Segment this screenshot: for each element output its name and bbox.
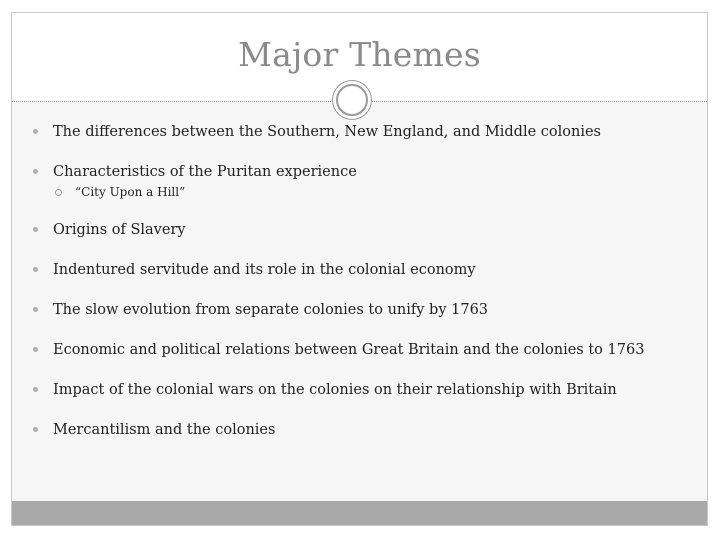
bullet-text: Economic and political relations between Great Britain and the colonies to 1763 — [53, 342, 645, 358]
bullet-icon — [33, 267, 38, 272]
bullet-text: Characteristics of the Puritan experience — [53, 164, 357, 180]
bullet-text: The differences between the Southern, New England, and Middle colonies — [53, 124, 601, 140]
bullet-item — [32, 420, 682, 440]
slide-body — [12, 102, 707, 503]
bullet-item — [32, 260, 682, 280]
bullet-item — [32, 300, 682, 320]
bullet-icon — [33, 307, 38, 312]
bullet-item — [32, 122, 682, 142]
bullet-icon — [33, 387, 38, 392]
slide-title: Major Themes — [238, 35, 481, 74]
slide — [11, 12, 708, 526]
sub-bullet-icon — [55, 189, 62, 196]
bullet-icon — [33, 227, 38, 232]
bullet-item — [32, 340, 682, 360]
bullet-item — [32, 162, 682, 182]
bullet-text: The slow evolution from separate colonies to unify by 1763 — [53, 302, 489, 318]
bullet-list — [32, 122, 682, 460]
ornament-inner-ring — [336, 84, 368, 116]
bullet-text: Impact of the colonial wars on the colonies on their relationship with Britain — [53, 382, 617, 398]
bullet-icon — [33, 427, 38, 432]
bullet-icon — [33, 129, 38, 134]
bullet-icon — [33, 347, 38, 352]
bullet-text: Mercantilism and the colonies — [53, 422, 276, 438]
bullet-text: Indentured servitude and its role in the colonial economy — [53, 262, 476, 278]
sub-bullet-item — [32, 184, 682, 200]
bullet-text: Origins of Slavery — [53, 222, 186, 238]
bullet-item — [32, 380, 682, 400]
bullet-icon — [33, 169, 38, 174]
double-circle-ornament-icon — [332, 80, 372, 120]
sub-bullet-text: “City Upon a Hill” — [75, 185, 186, 199]
bullet-item — [32, 220, 682, 240]
footer-bar — [12, 501, 707, 525]
